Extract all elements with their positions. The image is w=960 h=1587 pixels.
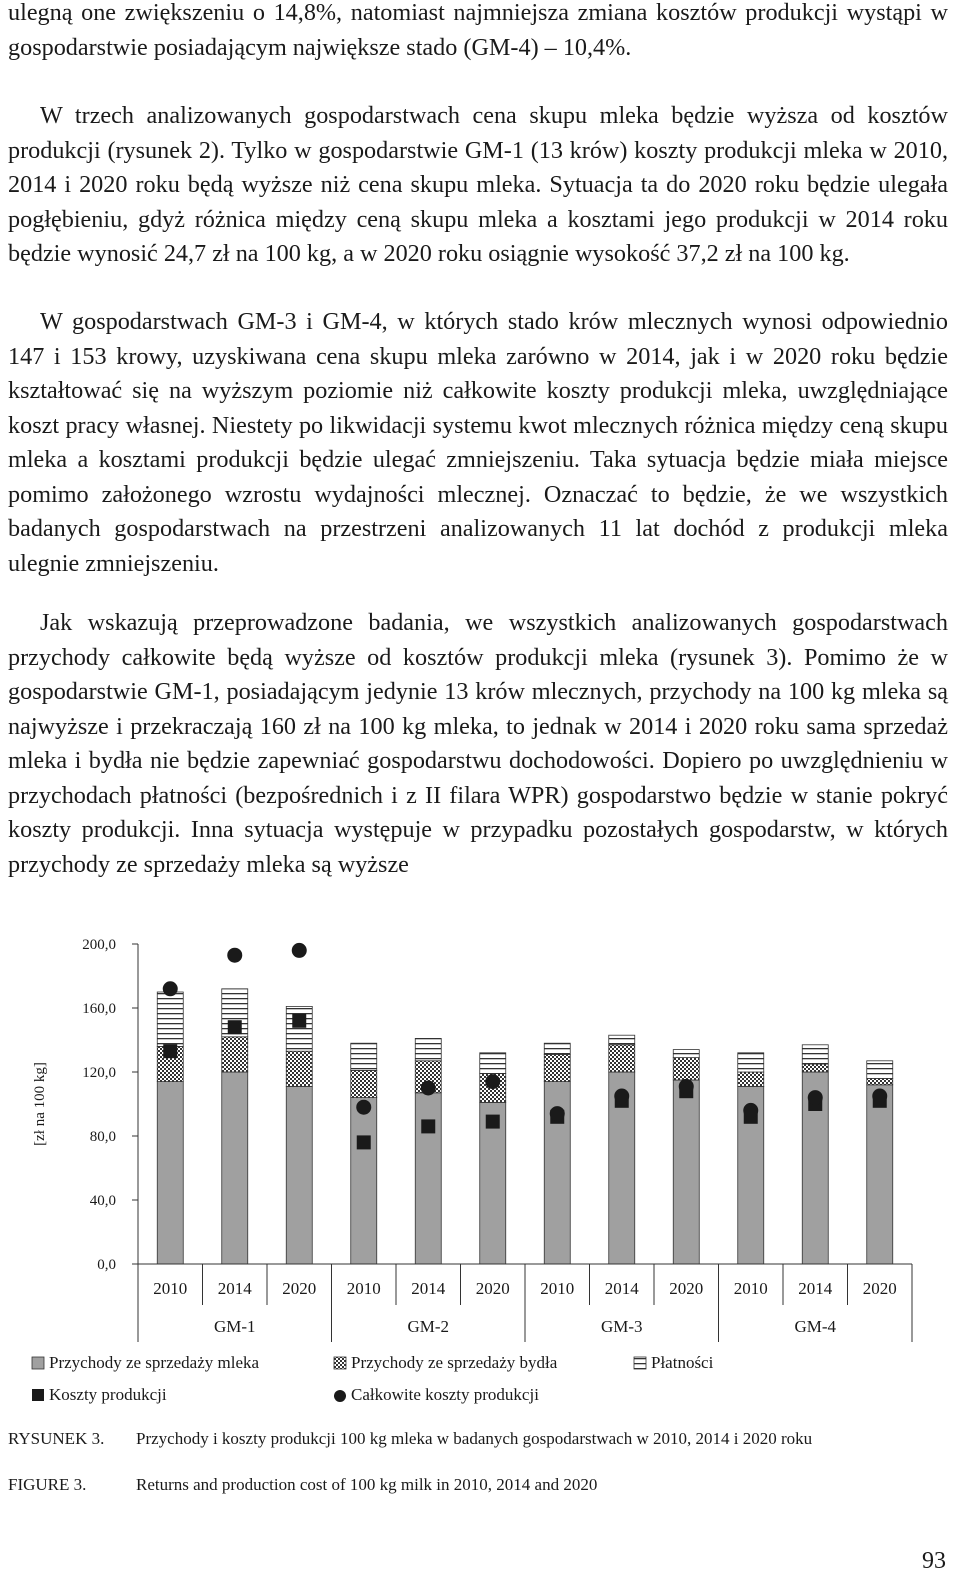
legend-swatch	[634, 1357, 646, 1369]
paragraph-4: Jak wskazują przeprowadzone badania, we wszystkich analizowanych gospodarstwach przychody całkowite będą wyższe od kosztów produkcji mleka (rysunek 3). Pomimo że w gospodarstwie GM-1, posiadającym jedynie 13 krów mlecznych, przychody na 100 kg mleka są najwyższe i przekraczają 160 zł na 100 kg mleka, to jednak w 2014 i 2020 roku sama sprzedaż mleka i bydła nie będzie zapewniać gospodarstwu dochodowości. Dopiero po uwzględnieniu w przychodach płatności (bezpośrednich i z II filara WPR) gospodarstwo będzie w stanie pokryć koszty produkcji. Inna sytuacja występuje w przypadku pozostałych gospodarstw, w których przychody ze sprzedaży mleka są wyższe	[8, 609, 948, 878]
bar-segment-3	[738, 1053, 764, 1072]
marker-total-cost	[872, 1089, 887, 1104]
marker-production-cost	[228, 1020, 242, 1034]
caption-label-pl: RYSUNEK 3.	[8, 1429, 105, 1448]
legend-label: Koszty produkcji	[49, 1385, 167, 1404]
group-label: GM-1	[213, 1317, 256, 1336]
y-tick-label: 40,0	[89, 1193, 116, 1209]
bar-segment-1	[222, 1072, 248, 1264]
bar-segment-2	[802, 1064, 828, 1072]
bar-segment-1	[351, 1098, 377, 1264]
bar-segment-3	[609, 1035, 635, 1045]
marker-total-cost	[485, 1074, 500, 1089]
marker-total-cost	[421, 1081, 436, 1096]
y-tick-label: 120,0	[82, 1065, 116, 1081]
bar-segment-3	[802, 1045, 828, 1064]
marker-total-cost	[292, 943, 307, 958]
group-label: GM-2	[407, 1317, 450, 1336]
bar-segment-3	[415, 1038, 441, 1060]
x-tick-label: 2010	[733, 1279, 768, 1298]
x-tick-label: 2010	[153, 1279, 188, 1298]
bar-segment-1	[415, 1093, 441, 1264]
paragraph-1: ulegną one zwiększeniu o 14,8%, natomiast najmniejsza zmiana kosztów produkcji wystąpi w gospodarstwie posiadającym największe stado (GM-4) – 10,4%.	[8, 0, 948, 61]
legend-label: Całkowite koszty produkcji	[351, 1385, 539, 1404]
group-label: GM-4	[794, 1317, 837, 1336]
x-tick-label: 2020	[669, 1279, 704, 1298]
paragraph-3: W gospodarstwach GM-3 i GM-4, w których stado krów mlecznych wynosi odpowiednio 147 i 153 krowy, uzyskiwana cena skupu mleka zarówno w 2014, jak i w 2020 roku będzie kształtować się na wyższym poziomie niż całkowite koszty produkcji mleka, uwzględniające koszt pracy własnej. Niestety po likwidacji systemu kwot mlecznych różnica między ceną skupu mleka a kosztami produkcji będzie ulegać zmniejszeniu. Taka sytuacja będzie miała miejsce pomimo założonego wzrostu wydajności mlecznej. Oznaczać to będzie, że we wszystkich badanych gospodarstwach na przestrzeni analizowanych 11 lat dochód z produkcji mleka ulegnie zmniejszeniu.	[8, 308, 948, 577]
marker-production-cost	[292, 1014, 306, 1028]
marker-total-cost	[808, 1090, 823, 1105]
bar-segment-2	[286, 1051, 312, 1086]
marker-total-cost	[227, 948, 242, 963]
x-tick-label: 2014	[411, 1279, 446, 1298]
bar-segment-2	[867, 1078, 893, 1084]
legend-label: Płatności	[651, 1353, 714, 1372]
marker-total-cost	[356, 1100, 371, 1115]
chart-x-axis	[138, 1264, 912, 1342]
bar-segment-3	[480, 1053, 506, 1074]
caption-text-en: Returns and production cost of 100 kg milk in 2010, 2014 and 2020	[136, 1475, 598, 1494]
bar-segment-3	[286, 1006, 312, 1051]
bar-segment-2	[222, 1037, 248, 1072]
bar-segment-2	[609, 1045, 635, 1072]
bar-segment-1	[286, 1086, 312, 1264]
marker-total-cost	[163, 981, 178, 996]
legend-swatch	[334, 1390, 346, 1402]
page-number: 93	[922, 1548, 946, 1574]
bar-segment-3	[351, 1043, 377, 1070]
y-tick-label: 0,0	[97, 1257, 116, 1273]
caption-label-en: FIGURE 3.	[8, 1475, 87, 1494]
x-tick-label: 2020	[862, 1279, 897, 1298]
x-tick-label: 2020	[282, 1279, 317, 1298]
y-axis-label: [zł na 100 kg]	[32, 1062, 48, 1146]
bar-segment-3	[157, 992, 183, 1046]
bar-segment-2	[738, 1072, 764, 1086]
x-tick-label: 2014	[798, 1279, 833, 1298]
marker-production-cost	[163, 1044, 177, 1058]
marker-production-cost	[357, 1135, 371, 1149]
bar-segment-2	[673, 1058, 699, 1080]
legend-swatch	[334, 1357, 346, 1369]
bar-segment-2	[544, 1054, 570, 1081]
bar-segment-1	[157, 1082, 183, 1264]
bar-segment-1	[867, 1085, 893, 1264]
legend-swatch	[32, 1357, 44, 1369]
bar-segment-3	[673, 1050, 699, 1058]
x-tick-label: 2010	[346, 1279, 381, 1298]
marker-total-cost	[743, 1103, 758, 1118]
bar-segment-1	[673, 1080, 699, 1264]
x-tick-label: 2014	[604, 1279, 639, 1298]
y-tick-label: 160,0	[82, 1001, 116, 1017]
bar-segment-3	[544, 1043, 570, 1054]
stacked-bar-chart	[0, 928, 960, 1408]
x-tick-label: 2010	[540, 1279, 575, 1298]
marker-production-cost	[486, 1115, 500, 1129]
group-label: GM-3	[600, 1317, 643, 1336]
bar-segment-2	[351, 1070, 377, 1097]
bar-segment-3	[867, 1061, 893, 1079]
marker-total-cost	[550, 1106, 565, 1121]
chart-bars	[157, 989, 893, 1264]
caption-text-pl: Przychody i koszty produkcji 100 kg mleka w badanych gospodarstwach w 2010, 2014 i 2020 roku	[136, 1429, 813, 1448]
paragraph-2: W trzech analizowanych gospodarstwach cena skupu mleka będzie wyższa od kosztów produkcji (rysunek 2). Tylko w gospodarstwie GM-1 (13 krów) koszty produkcji mleka w 2010, 2014 i 2020 roku będą wyższe niż cena skupu mleka. Sytuacja ta do 2020 roku będzie ulegała pogłębieniu, gdyż różnica między ceną skupu mleka a kosztami jego produkcji w 2014 roku będzie wynosić 24,7 zł na 100 kg, a w 2020 roku osiągnie wysokość 37,2 zł na 100 kg.	[8, 102, 948, 267]
marker-production-cost	[421, 1119, 435, 1133]
y-tick-label: 200,0	[82, 937, 116, 953]
legend-label: Przychody ze sprzedaży bydła	[351, 1353, 558, 1372]
marker-total-cost	[679, 1079, 694, 1094]
marker-total-cost	[614, 1089, 629, 1104]
legend-label: Przychody ze sprzedaży mleka	[49, 1353, 260, 1372]
chart-markers	[163, 943, 888, 1150]
chart-legend	[32, 1353, 714, 1404]
x-tick-label: 2014	[217, 1279, 252, 1298]
y-tick-label: 80,0	[89, 1129, 116, 1145]
legend-swatch	[32, 1389, 44, 1401]
x-tick-label: 2020	[475, 1279, 510, 1298]
chart-axes	[32, 937, 138, 1273]
